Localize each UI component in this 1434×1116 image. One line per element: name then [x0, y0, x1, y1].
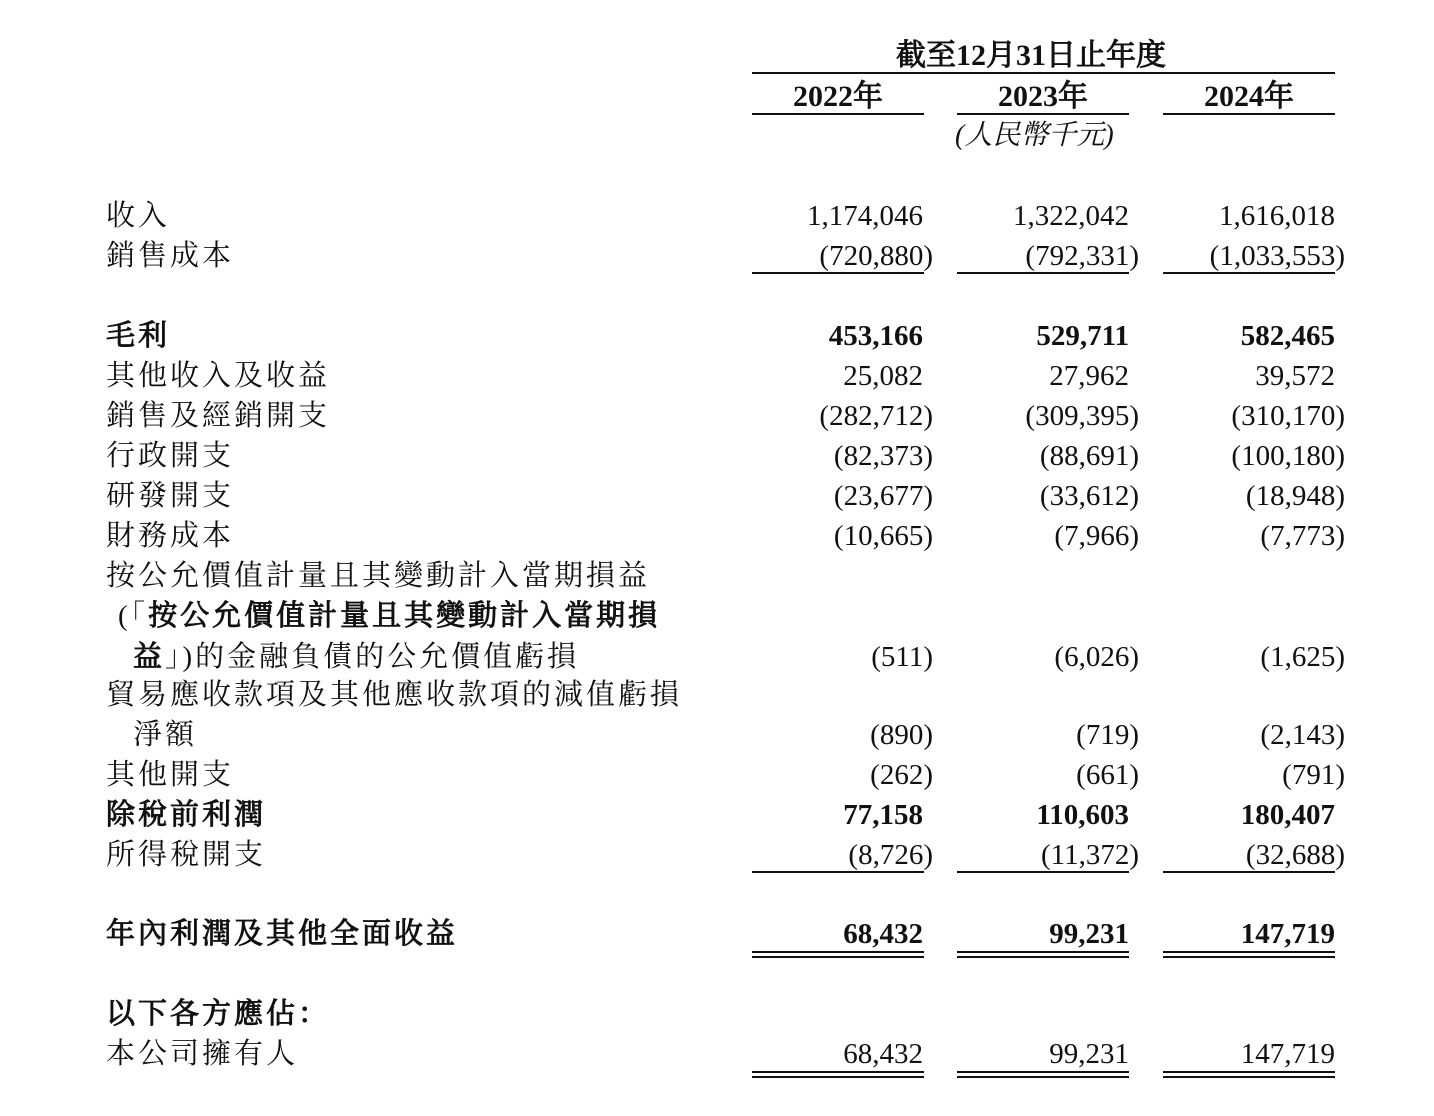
- row-owners-2023: 99,231: [1049, 1038, 1129, 1070]
- year-2022-underline: [752, 113, 924, 115]
- row-admin-expenses-2022: (82,373): [833, 440, 933, 472]
- double-underline-2024: [1163, 951, 1335, 958]
- row-income-tax-2022: (8,726): [848, 839, 933, 871]
- row-profit-before-tax-2024: 180,407: [1240, 799, 1335, 831]
- row-rd-expenses-2022: (23,677): [833, 480, 933, 512]
- row-profit-for-year-2024: 147,719: [1240, 918, 1335, 950]
- row-selling-expenses-2023: (309,395): [1025, 400, 1139, 432]
- row-admin-expenses-2023: (88,691): [1039, 440, 1139, 472]
- row-profit-for-year-label: 年內利潤及其他全面收益: [106, 918, 459, 950]
- row-finance-costs-2022: (10,665): [833, 520, 933, 552]
- year-2024-underline: [1163, 113, 1335, 115]
- row-fvtpl-label-line1: 按公允價值計量且其變動計入當期損益: [106, 560, 651, 592]
- period-header: 截至12月31日止年度: [896, 39, 1166, 72]
- row-selling-expenses-label: 銷售及經銷開支: [106, 400, 331, 432]
- year-2023-underline: [957, 113, 1129, 115]
- row-attributable-to-label: 以下各方應佔：: [106, 998, 331, 1030]
- row-selling-expenses-2022: (282,712): [819, 400, 933, 432]
- row-revenue-2022: 1,174,046: [807, 200, 923, 232]
- row-profit-for-year-2023: 99,231: [1049, 918, 1129, 950]
- period-underline: [752, 72, 1335, 74]
- double-underline-2023: [957, 951, 1129, 958]
- row-other-income-2023: 27,962: [1049, 360, 1129, 392]
- row-income-tax-2023: (11,372): [1041, 839, 1139, 871]
- row-fvtpl-2024: (1,625): [1260, 641, 1345, 673]
- row-fvtpl-label-line2: [118, 599, 660, 633]
- row-rd-expenses-2023: (33,612): [1039, 480, 1139, 512]
- row-revenue-2023: 1,322,042: [1013, 200, 1129, 232]
- row-income-tax-label: 所得稅開支: [106, 839, 267, 871]
- row-finance-costs-2024: (7,773): [1260, 520, 1345, 552]
- row-impairment-label-line2: 淨額: [133, 719, 198, 751]
- owners-double-underline-2022: [752, 1071, 924, 1078]
- row-other-expenses-label: 其他開支: [106, 759, 235, 791]
- double-underline-2022: [752, 951, 924, 958]
- row-rd-expenses-2024: (18,948): [1245, 480, 1345, 512]
- row-gross-profit-2024: 582,465: [1240, 320, 1335, 352]
- fvtpl-label-rest: 」)的金融負債的公允價值虧損: [165, 641, 580, 673]
- row-finance-costs-2023: (7,966): [1054, 520, 1139, 552]
- fvtpl-open-bracket: (「: [118, 600, 149, 632]
- subtotal-line-2022: [752, 272, 924, 274]
- row-other-income-label: 其他收入及收益: [106, 360, 331, 392]
- fvtpl-defined-term-end: 益: [133, 641, 166, 673]
- row-gross-profit-label: 毛利: [106, 320, 171, 352]
- subtotal-line-2023: [957, 272, 1129, 274]
- row-other-expenses-2023: (661): [1076, 759, 1139, 791]
- row-other-income-2022: 25,082: [843, 360, 923, 392]
- row-revenue-label: 收入: [106, 200, 171, 232]
- row-gross-profit-2022: 453,166: [828, 320, 923, 352]
- owners-double-underline-2024: [1163, 1071, 1335, 1078]
- row-selling-expenses-2024: (310,170): [1231, 400, 1345, 432]
- row-cost-of-sales-2024: (1,033,553): [1209, 240, 1345, 272]
- pretax-total-line-2022: [752, 871, 924, 873]
- row-owners-label: 本公司擁有人: [106, 1038, 299, 1070]
- year-2024-header: 2024年: [1204, 80, 1294, 113]
- row-cost-of-sales-2022: (720,880): [819, 240, 933, 272]
- row-owners-2022: 68,432: [843, 1038, 923, 1070]
- row-cost-of-sales-2023: (792,331): [1025, 240, 1139, 272]
- row-revenue-2024: 1,616,018: [1219, 200, 1335, 232]
- unit-label: (人民幣千元): [955, 120, 1114, 151]
- row-profit-before-tax-label: 除稅前利潤: [106, 799, 267, 831]
- year-2022-header: 2022年: [793, 80, 883, 113]
- row-gross-profit-2023: 529,711: [1036, 320, 1129, 352]
- row-fvtpl-2023: (6,026): [1054, 641, 1139, 673]
- row-profit-before-tax-2022: 77,158: [843, 799, 923, 831]
- row-other-expenses-2024: (791): [1282, 759, 1345, 791]
- row-other-income-2024: 39,572: [1255, 360, 1335, 392]
- row-admin-expenses-label: 行政開支: [106, 440, 235, 472]
- row-profit-for-year-2022: 68,432: [843, 918, 923, 950]
- row-rd-expenses-label: 研發開支: [106, 480, 235, 512]
- row-profit-before-tax-2023: 110,603: [1036, 799, 1129, 831]
- row-owners-2024: 147,719: [1240, 1038, 1335, 1070]
- row-fvtpl-2022: (511): [871, 641, 933, 673]
- row-impairment-2022: (890): [870, 719, 933, 751]
- row-other-expenses-2022: (262): [870, 759, 933, 791]
- year-2023-header: 2023年: [998, 80, 1088, 113]
- pretax-total-line-2024: [1163, 871, 1335, 873]
- row-impairment-2023: (719): [1076, 719, 1139, 751]
- owners-double-underline-2023: [957, 1071, 1129, 1078]
- fvtpl-defined-term: 按公允價值計量且其變動計入當期損: [148, 600, 661, 632]
- row-income-tax-2024: (32,688): [1245, 839, 1345, 871]
- row-finance-costs-label: 財務成本: [106, 520, 235, 552]
- row-impairment-label-line1: 貿易應收款項及其他應收款項的減值虧損: [106, 679, 683, 711]
- row-admin-expenses-2024: (100,180): [1231, 440, 1345, 472]
- pretax-total-line-2023: [957, 871, 1129, 873]
- row-fvtpl-label-line3: [133, 640, 579, 674]
- subtotal-line-2024: [1163, 272, 1335, 274]
- row-cost-of-sales-label: 銷售成本: [106, 240, 235, 272]
- row-impairment-2024: (2,143): [1260, 719, 1345, 751]
